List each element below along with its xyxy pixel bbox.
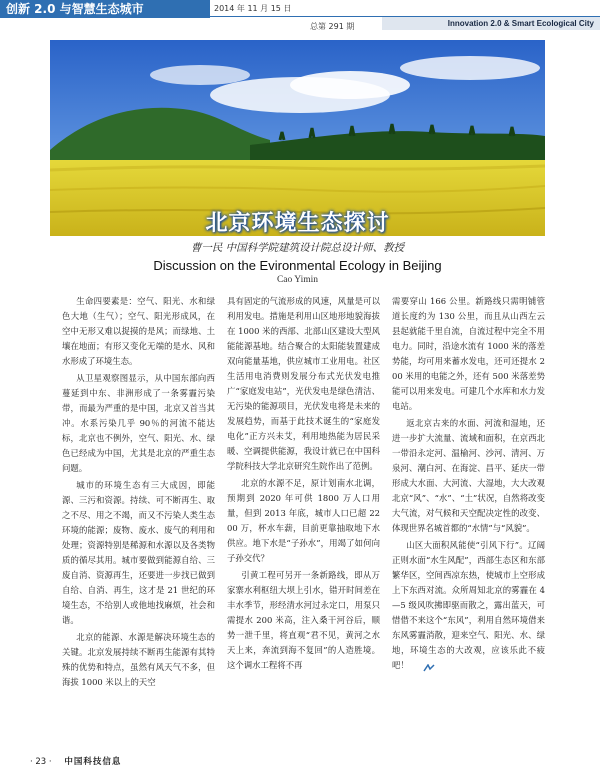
paragraph: 山区大面积风能使“引风下行”。辽阔正则水面“水生风配”，西部生态区和东部繁华区，空间西凉东热，使城市上空形成上下东西对流。众所周知北京的雾霾在 4—5 级风吹拂即驱而散之，露出蓝天，可惜借不来这个“东风”，利用自然环境借来东风雾霾消散，迎来空气、阳光、水、绿地，环境生态的大改观，应该乐此不疲吧！ xyxy=(392,540,545,670)
section-label: 创新 2.0 与智慧生态城市 xyxy=(0,0,210,18)
article-title-en: Discussion on the Evironmental Ecology in Beijing xyxy=(153,258,442,273)
paragraph: 生命四要素是：空气、阳光、水和绿色大地（生气）；空气、阳光形成风，在空中无形又难以捉摸的是风；而绿地、土壤在地面；有形又变化无端的是水、风和水形成了环境生态。 xyxy=(62,296,215,366)
article-body xyxy=(62,294,547,750)
column-3 xyxy=(392,294,545,750)
paragraph: 从卫星观察图显示，从中国东部向西蔓延到中东、非洲形成了一条雾霾污染带，而最为严重的是中国，北京又首当其冲。水系污染几乎 90％的河流不能达标，北京也不例外，空气、阳光、水、绿色已经成为中国，尤其是北京的严重生态问题。 xyxy=(62,373,215,473)
page-header xyxy=(0,0,600,30)
article-title: 北京环境生态探讨 xyxy=(205,211,390,236)
article-author-cn: 曹一民 中国科学院建筑设计院总设计师、教授 xyxy=(190,242,405,254)
issue-date: 2014 年 11 月 15 日 xyxy=(214,4,292,13)
page-footer xyxy=(30,755,121,767)
end-mark-icon xyxy=(409,662,421,670)
page-number: · 23 · xyxy=(30,757,52,767)
paragraph: 返北京古来的水面、河流和湿地，还进一步扩大流量、流域和面积，在京西北一带沿永定河、温榆河、沙河、清河、万泉河、潮白河、在海淀、昌平、延庆一带形成大水面、大河流、大湿地，大大改观北京“风”、“水”、“土”状况，自然将改变大气流，对气候和天空配决定性的改变、体现世界名城首都的“水情”与“风貌”。 xyxy=(392,418,545,533)
section-label-en: Innovation 2.0 & Smart Ecological City xyxy=(382,17,600,30)
paragraph: 具有固定的气流形成的风速，风量是可以利用发电。措施是利用山区地形地貌海拔在 1000 米的西部、北部山区建设大型风能能源基地。结合聚合的太阳能装置建成双向能量基地，供应城市工业用电。社区生活用电消费则发展分布式光伏发电推广“家庭发电站”，光伏发电是绿色清洁、无污染的能源项目，光伏发电将是未来的发展趋势，而基于此技术诞生的“家庭发电化”正方兴未艾，利用地热能为居民采暖、空调提供能源，我设计就已在中国科学院科技大学北京研究生院作出了范例。 xyxy=(227,296,380,471)
magazine-name: 中国科技信息 xyxy=(64,757,122,767)
article-author-en: Cao Yimin xyxy=(276,275,319,285)
paragraph: 北京的水源不足，原计划南水北调，预期到 2020 年可供 1800 万人口用量，但到 2013 年底，城市人口已超 2200 万，杯水车薪，目前更靠抽取地下水供应。地下水是“子孙水”，用竭了如何向子孙交代？ xyxy=(227,478,380,563)
paragraph: 城市的环境生态有三大成因，即能源、三污和资源。持续、可不断再生、取之不尽、用之不竭，而又不污染人类生态环境的能源；废物、废水、废气的利用和处理；资源特别是稀源和水源以及各类物质的循尽其用。城市要做到能源自给、三废自消、资源再生，还要进一步找已做到自给、自消、再生，这才是 21 世纪的环境生态，不给别人或他地找麻烦，社会和谐。 xyxy=(62,480,215,625)
paragraph: 引黄工程可另开一条新路线，即从万家寨水利枢纽大坝上引水，错开时间差在丰水季节，形经清水河过永定口，用泵只需提水 200 米高，注入桑干河谷后，顺势一泄千里，将直观“君不见，黄河之水天上来，奔流到海不复回”的人造胜境。这个调水工程将不再 xyxy=(227,570,380,670)
paragraph: 北京的能源、水源是解决环境生态的关键。北京发展持续不断再生能源有其特殊的优势和特点，虽然有风天气不多，但海拔 1000 米以上的天空 xyxy=(62,632,215,687)
column-1 xyxy=(62,294,215,750)
paragraph: 需要穿山 166 公里。新路线只需明铺管道长度约为 130 公里，而且从山西左云县起就能千里自流，自流过程中完全不用电力。同时，沿途水流有 1000 米的落差势能，均可用来蓄水发电，还可还提水 200 米用的电能之外，还有 500 米落差势能可以用来发电。可建几个水库和水力发电站。 xyxy=(392,296,545,411)
issue-number: 总第 291 期 xyxy=(310,22,355,31)
column-2 xyxy=(227,294,380,750)
